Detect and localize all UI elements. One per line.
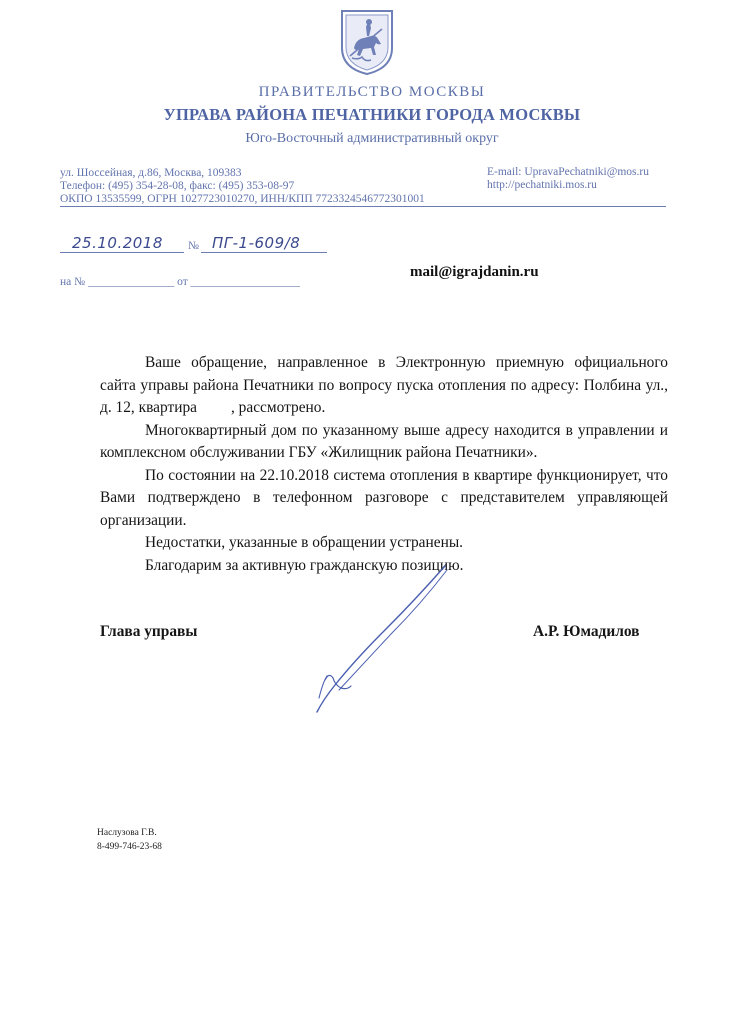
government-title: ПРАВИТЕЛЬСТВО МОСКВЫ: [258, 84, 486, 100]
date-underline: [60, 252, 184, 253]
paragraph-1-text: Ваше обращение, направленное в Электронную приемную официального сайта управы района Печатники по вопросу пуска отопления по адресу: Полбина ул., д. 12, квартира: [100, 354, 668, 416]
paragraph-5: Благодарим за активную гражданскую позицию.: [145, 556, 464, 574]
recipient-email: mail@igrajdanin.ru: [410, 264, 539, 280]
outgoing-date: 25.10.2018: [72, 234, 163, 252]
contact-block-right: [487, 166, 649, 192]
paragraph-3: По состоянии на 22.10.2018 система отопления в квартире функционирует, что Вами подтверждено в телефонном разговоре с представителем управляющей организации.: [100, 466, 668, 529]
reply-label: на №: [60, 276, 86, 288]
letter-body: [100, 352, 668, 577]
from-blank: ___________________: [190, 276, 300, 288]
reply-blank: _______________: [87, 276, 175, 288]
contact-block-left: [60, 167, 425, 206]
number-label: №: [188, 240, 199, 252]
executor-name: Наслузова Г.В.: [97, 828, 157, 838]
address-line: ул. Шоссейная, д.86, Москва, 109383: [60, 167, 242, 179]
website-link[interactable]: http://pechatniki.mos.ru: [487, 179, 597, 191]
executor-phone: 8-499-746-23-68: [97, 842, 162, 852]
paragraph-2: Многоквартирный дом по указанному выше адресу находится в управлении и комплексном обслуживании ГБУ «Жилищник района Печатники».: [100, 421, 668, 461]
from-label: от: [177, 276, 188, 288]
paragraph-1: [100, 352, 668, 420]
paragraph-4: Недостатки, указанные в обращении устранены.: [145, 534, 464, 551]
outgoing-number: ПГ-1-609/8: [212, 234, 301, 252]
number-underline: [201, 252, 327, 253]
email-line: E-mail: UpravaPechatniki@mos.ru: [487, 166, 649, 178]
paragraph-1-end: , рассмотрено.: [230, 399, 326, 416]
executor-block: [97, 826, 162, 854]
district-subtitle: Юго-Восточный административный округ: [245, 131, 499, 146]
organization-title: УПРАВА РАЙОНА ПЕЧАТНИКИ ГОРОДА МОСКВЫ: [163, 105, 581, 124]
moscow-coat-of-arms-icon: [338, 8, 396, 76]
phone-line: Телефон: (495) 354-28-08, факс: (495) 353-08-97: [60, 180, 295, 192]
handwritten-signature: [295, 560, 475, 720]
codes-line: ОКПО 13535599, ОГРН 1027723010270, ИНН/КПП 7723324546772301001: [60, 193, 425, 205]
signer-title: Глава управы: [100, 623, 198, 640]
letterhead-divider: [60, 206, 666, 207]
signer-name: А.Р. Юмадилов: [533, 623, 640, 640]
reply-ref-line: [60, 276, 300, 288]
